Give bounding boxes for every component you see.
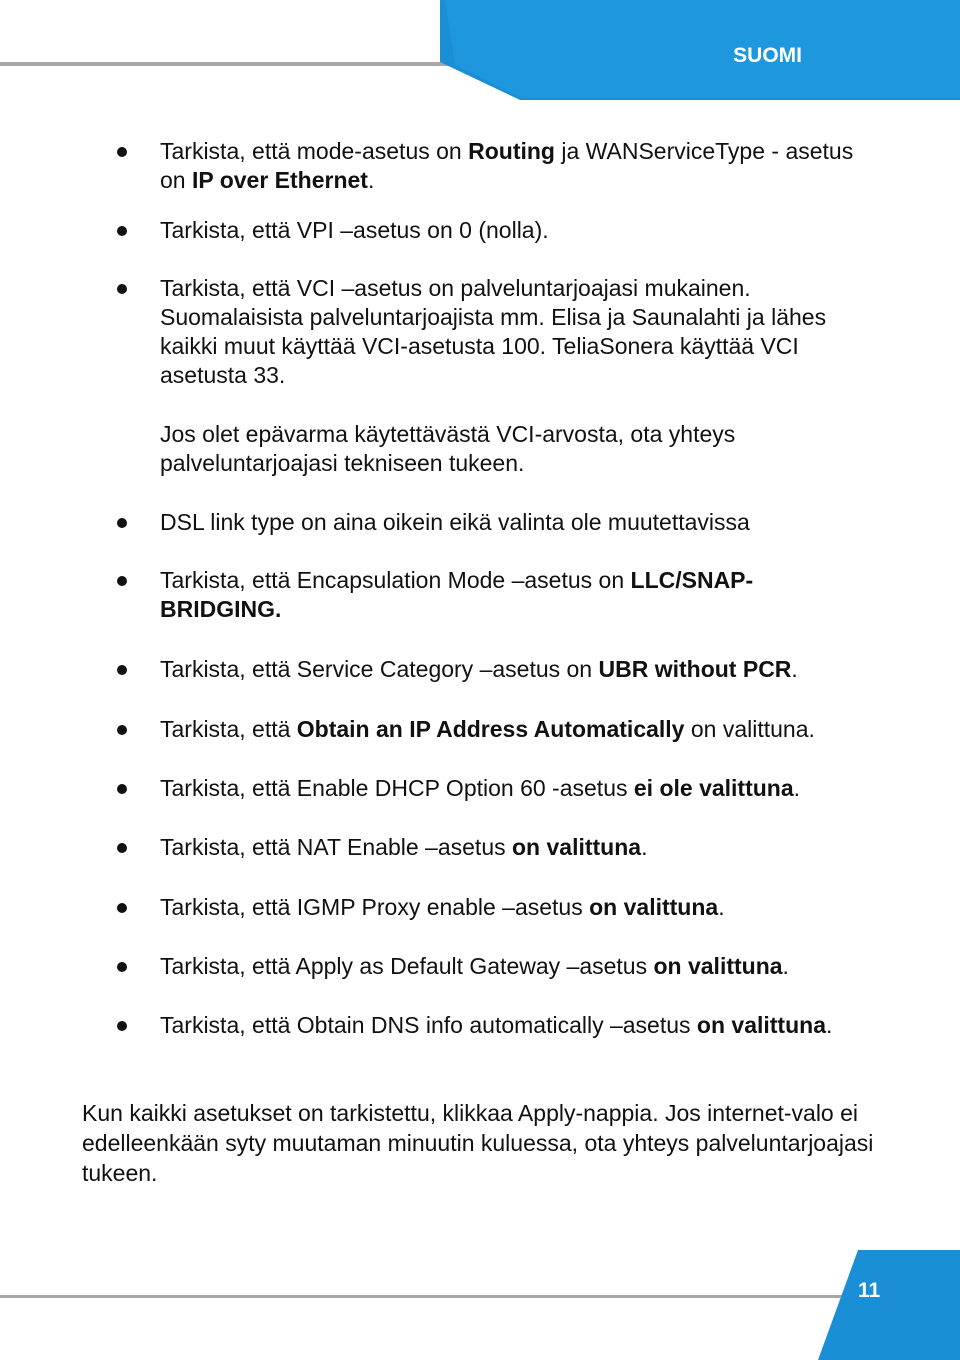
list-item: DSL link type on aina oikein eikä valinta ole muutettavissa <box>160 509 750 535</box>
bullet-icon <box>117 725 127 735</box>
list-item: Tarkista, että NAT Enable –asetus on valittuna. <box>160 834 648 860</box>
list-item: Tarkista, että Obtain an IP Address Automatically on valittuna. <box>160 716 815 742</box>
bullet-icon <box>117 962 127 972</box>
list-item: Tarkista, että Enable DHCP Option 60 -asetus ei ole valittuna. <box>160 775 801 801</box>
list-item: Tarkista, että mode-asetus on Routing ja WANServiceType - asetus on IP over Ethernet. <box>160 138 854 193</box>
list-item: Tarkista, että Apply as Default Gateway –asetus on valittuna. <box>160 953 789 979</box>
bullet-icon <box>117 576 127 586</box>
closing-paragraph: Kun kaikki asetukset on tarkistettu, klikkaa Apply-nappia. Jos internet-valo ei edelleenkään syty muutaman minuutin kuluessa, ota yhteys palveluntarjoajasi tukeen. <box>82 1100 874 1186</box>
header-banner <box>0 0 960 100</box>
list-item: Tarkista, että VPI –asetus on 0 (nolla). <box>160 217 549 243</box>
bullet-icon <box>117 665 127 675</box>
bullet-icon <box>117 226 127 236</box>
bullet-icon <box>117 518 127 528</box>
bullet-icon <box>117 1021 127 1031</box>
bullet-icon <box>117 284 127 294</box>
list-item: Tarkista, että Obtain DNS info automatically –asetus on valittuna. <box>160 1012 833 1038</box>
bullet-icon <box>117 147 127 157</box>
page-number: 11 <box>858 1279 881 1302</box>
bullet-icon <box>117 784 127 794</box>
bullet-icon <box>117 903 127 913</box>
list-item-note: Jos olet epävarma käytettävästä VCI-arvosta, ota yhteys palveluntarjoajasi tekniseen tukeen. <box>160 421 736 476</box>
list-item: Tarkista, että VCI –asetus on palveluntarjoajasi mukainen. Suomalaisista palveluntarjoajista mm. Elisa ja Saunalahti ja lähes kaikki muut käyttää VCI-asetusta 100. TeliaSonera käyttää VCI asetusta 33. <box>160 275 827 388</box>
list-item: Tarkista, että IGMP Proxy enable –asetus on valittuna. <box>160 894 725 920</box>
list-item: Tarkista, että Encapsulation Mode –asetus on LLC/SNAP-BRIDGING. <box>160 567 754 622</box>
section-label: SUOMI <box>733 44 802 67</box>
bullet-icon <box>117 843 127 853</box>
list-item: Tarkista, että Service Category –asetus on UBR without PCR. <box>160 656 798 682</box>
footer-banner <box>0 1250 960 1360</box>
